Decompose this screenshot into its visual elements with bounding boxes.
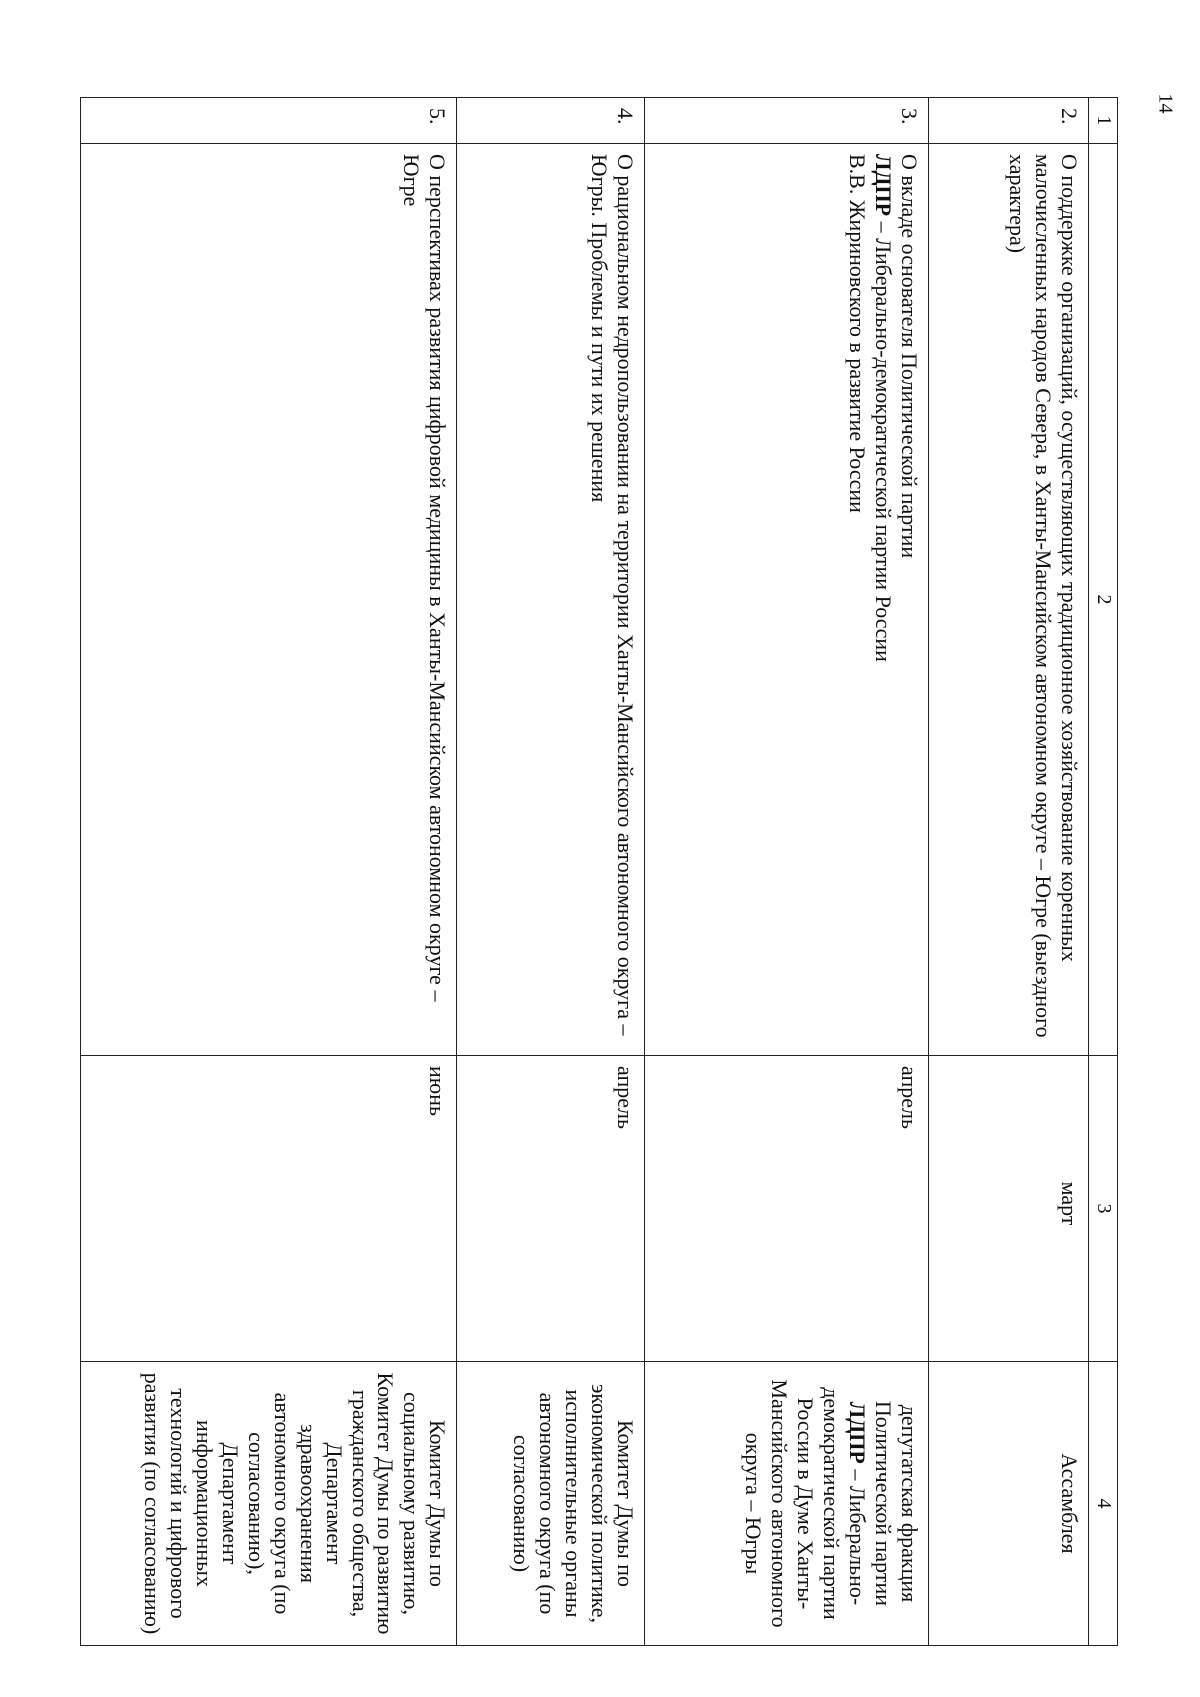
header-col-1: 1 bbox=[1088, 98, 1117, 144]
row-number: 5. bbox=[81, 98, 457, 144]
row-responsible: Комитет Думы по социальному развитию, Комитет Думы по развитию гражданского общества, Департамент здравоохранения автономного округа (по согласованию), Департамент информационных технологий и цифрового развития (по согласованию) bbox=[81, 1362, 457, 1646]
table-row bbox=[81, 98, 457, 1646]
header-col-2: 2 bbox=[1088, 144, 1117, 1056]
topic-line: О вкладе основателя Политической партии bbox=[896, 154, 922, 559]
row-month: март bbox=[928, 1056, 1088, 1362]
header-col-3: 3 bbox=[1088, 1056, 1117, 1362]
row-month: июнь bbox=[81, 1056, 457, 1362]
row-number: 2. bbox=[928, 98, 1088, 144]
row-month: апрель bbox=[457, 1056, 645, 1362]
plan-table-container bbox=[80, 97, 1118, 1645]
table-row bbox=[457, 98, 645, 1646]
row-month: апрель bbox=[645, 1056, 929, 1362]
row-responsible: Комитет Думы по экономической политике, исполнительные органы автономного округа (по согласованию) bbox=[457, 1362, 645, 1646]
table-row bbox=[928, 98, 1088, 1646]
topic-line: – Либерально-демократической партии России bbox=[870, 216, 896, 662]
row-number: 4. bbox=[457, 98, 645, 144]
party-name: ЛДПР bbox=[870, 154, 896, 217]
page-number: 14 bbox=[1154, 93, 1177, 114]
row-number: 3. bbox=[645, 98, 929, 144]
party-name: ЛДПР bbox=[845, 1401, 871, 1464]
row-topic: О перспективах развития цифровой медицины в Ханты-Мансийском автономном округе – Югре bbox=[81, 144, 457, 1056]
resp-text: депутатская фракция Политической партии bbox=[870, 1400, 922, 1607]
plan-table bbox=[80, 97, 1118, 1646]
row-topic bbox=[645, 144, 929, 1056]
resp-text: – Либерально-демократической партии России в Думе Ханты-Мансийского автономного округа – Югры bbox=[741, 1379, 871, 1628]
table-header-row bbox=[1088, 98, 1117, 1646]
row-topic: О рациональном недропользовании на территории Ханты-Мансийского автономного округа – Югры. Проблемы и пути их решения bbox=[457, 144, 645, 1056]
table-row bbox=[645, 98, 929, 1646]
header-col-4: 4 bbox=[1088, 1362, 1117, 1646]
row-topic: О поддержке организаций, осуществляющих традиционное хозяйствование коренных малочисленных народов Севера, в Ханты-Мансийском автономном округе – Югре (выездного характера) bbox=[928, 144, 1088, 1056]
row-responsible: Ассамблея bbox=[928, 1362, 1088, 1646]
topic-line: В.В. Жириновского в развитие России bbox=[845, 154, 871, 513]
row-responsible bbox=[645, 1362, 929, 1646]
